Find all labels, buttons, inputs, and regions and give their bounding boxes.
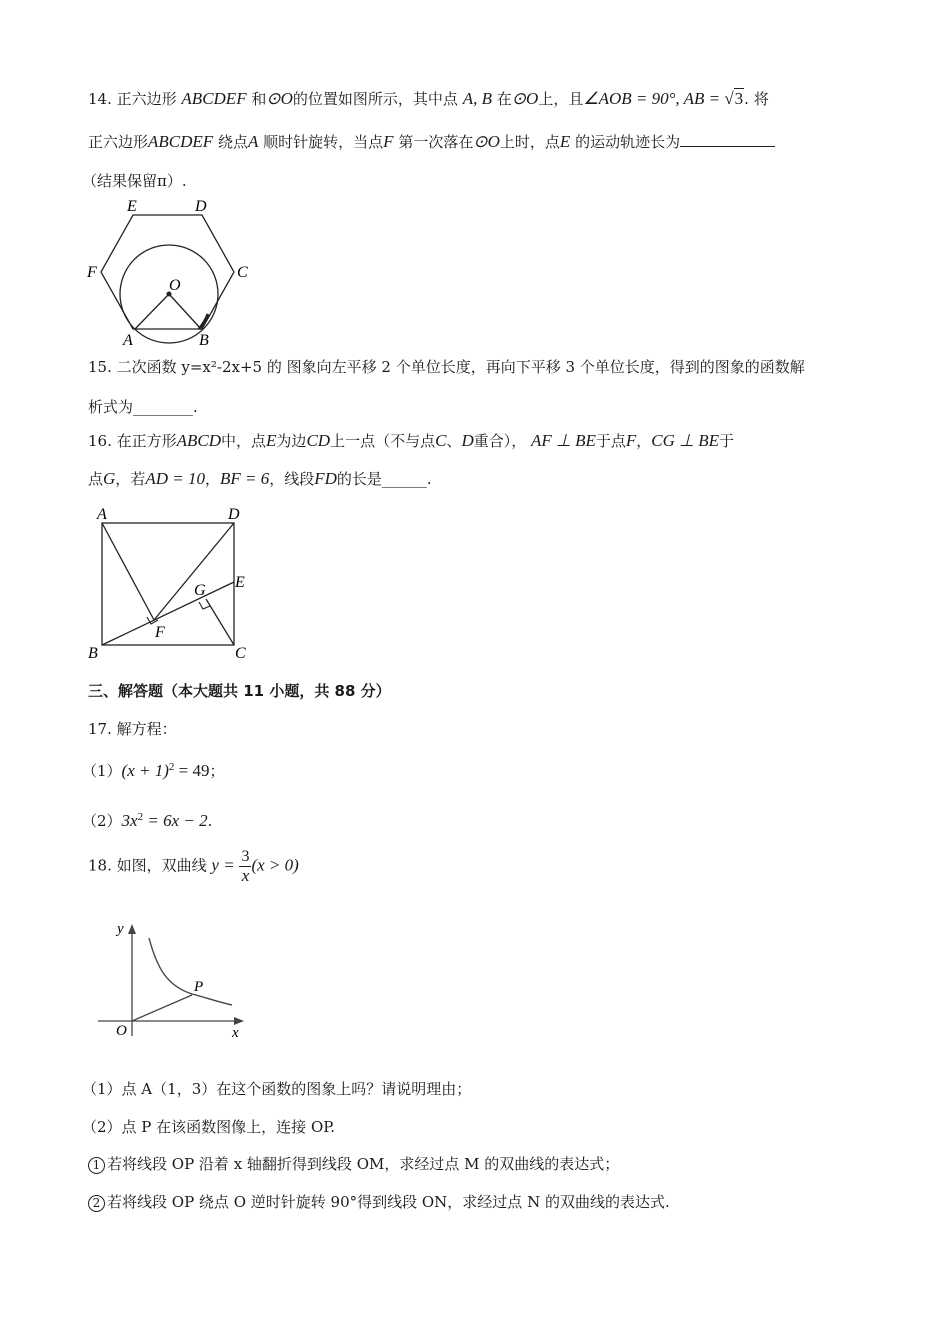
- label-b: B: [88, 645, 98, 662]
- q18-intro: 18. 如图，双曲线 y = $\frac{3}{x}$ (x > 0): [88, 848, 299, 885]
- x-axis-arrow: [234, 1017, 244, 1025]
- fraction: $\frac{3}{x}$: [241, 848, 250, 885]
- q14-line3: （结果保留π）.: [82, 172, 187, 190]
- label-p: P: [194, 979, 204, 995]
- segment-op: [132, 995, 192, 1021]
- q14-line2: 正六边形ABCDEF 绕点A 顺时针旋转，当点F 第一次落在⊙O上时，点E 的运动轨迹长为: [88, 131, 775, 152]
- q18-sub1: 1 若将线段 OP 沿着 x 轴翻折得到线段 OM，求经过点 M 的双曲线的表达式；: [88, 1153, 619, 1174]
- q17-title: 17. 解方程：: [88, 720, 177, 738]
- label-b: B: [199, 332, 209, 349]
- segment-oa: [135, 294, 169, 329]
- label-f: F: [155, 624, 165, 641]
- square-abcd: [102, 523, 234, 645]
- segment-cg: [206, 599, 234, 645]
- segment-af: [102, 523, 154, 620]
- label-g: G: [194, 582, 206, 599]
- y-axis-arrow: [128, 924, 136, 934]
- q17-part2: $(2)3x^2 = 6x - 2$.: [82, 811, 213, 830]
- q16-line1: 16. 在正方形ABCD中，点E为边CD上一点（不与点C、D重合）， AF ⊥ BE于点F，CG ⊥ BE于: [88, 431, 735, 450]
- square-figure: [85, 503, 260, 665]
- label-f: F: [87, 264, 97, 281]
- q18-sub2: 2 若将线段 OP 绕点 O 逆时针旋转 90°得到线段 ON，求经过点 N 的双曲线的表达式.: [88, 1191, 670, 1212]
- label-e: E: [127, 198, 137, 215]
- segment-fd: [154, 523, 234, 620]
- segment-ob: [169, 294, 201, 329]
- circled-number-1: 1: [88, 1157, 105, 1174]
- q15-line1: 15. 二次函数 y=x²-2x+5 的 图象向左平移 2 个单位长度，再向下平移 3 个单位长度，得到的图象的函数解: [88, 358, 805, 376]
- label-e: E: [235, 574, 245, 591]
- answer-blank: [680, 131, 775, 147]
- label-o: O: [116, 1023, 127, 1039]
- label-d: D: [228, 506, 240, 523]
- q14-line1: 14. 正六边形 ABCDEF 和⊙O的位置如图所示，其中点 A, B 在⊙O上，且∠AOB = 90°, AB = √3. 将: [88, 89, 769, 108]
- q16-line2: 点G，若AD = 10，BF = 6，线段FD的长是______.: [88, 469, 432, 488]
- label-a: A: [97, 506, 107, 523]
- label-c: C: [237, 264, 248, 281]
- section-title: 三、解答题（本大题共 11 小题，共 88 分）: [88, 682, 391, 700]
- q18-part2: （2）点 P 在该函数图像上，连接 OP.: [82, 1118, 336, 1136]
- label-x: x: [232, 1025, 239, 1041]
- q17-part1: $(1)(x + 1)^2 = 49$；: [82, 761, 225, 780]
- circled-number-2: 2: [88, 1195, 105, 1212]
- label-y: y: [117, 921, 124, 937]
- label-a: A: [123, 332, 133, 349]
- label-c: C: [235, 645, 246, 662]
- label-o: O: [169, 277, 181, 294]
- q18-part1: （1）点 A（1，3）在这个函数的图象上吗？请说明理由；: [82, 1080, 472, 1098]
- hexagon-circle-figure: [85, 193, 255, 351]
- q15-line2: 析式为________.: [88, 398, 198, 416]
- label-d: D: [195, 198, 207, 215]
- hyperbola-figure: [92, 918, 257, 1043]
